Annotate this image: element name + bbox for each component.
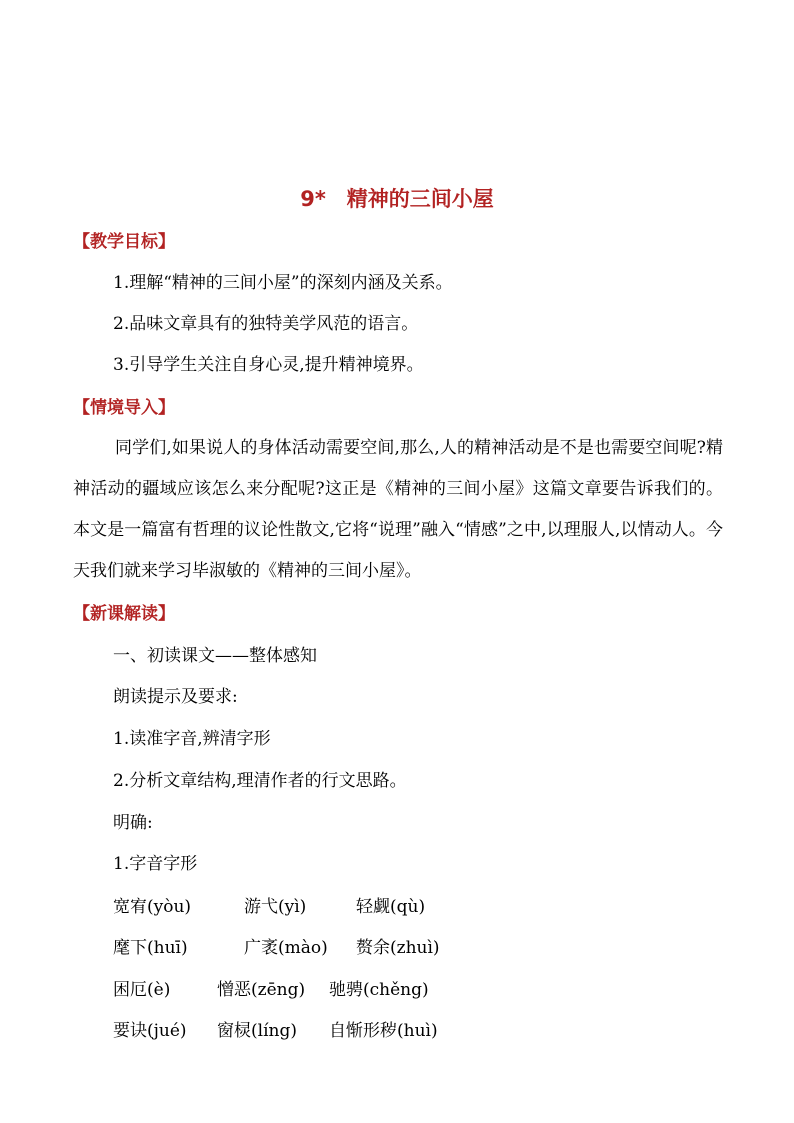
vocab-item: 憎恶(zēng) (217, 980, 306, 1000)
clarify-label: 明确: (113, 813, 153, 833)
vocab-item: 广袤(mào) (244, 938, 328, 958)
vocab-item: 游弋(yì) (244, 897, 307, 917)
vocab-item: 麾下(huī) (113, 938, 188, 958)
vocab-item: 驰骋(chěng) (329, 980, 429, 1000)
vocab-item: 要诀(jué) (113, 1021, 187, 1041)
section-heading-new-lesson: 【新课解读】 (73, 604, 175, 624)
requirement-item: 2.分析文章结构,理清作者的行文思路。 (113, 771, 407, 791)
page-title: 9* 精神的三间小屋 (300, 187, 494, 211)
objective-item: 2.品味文章具有的独特美学风范的语言。 (113, 314, 419, 334)
intro-paragraph: 同学们,如果说人的身体活动需要空间,那么,人的精神活动是不是也需要空间呢?精神活动的疆域应该怎么来分配呢?这正是《精神的三间小屋》这篇文章要告诉我们的。本文是一篇富有哲理的议论性散文,它将“说理”融入“情感”之中,以理服人,以情动人。今天我们就来学习毕淑敏的《精神的三间小屋》。 (73, 438, 723, 581)
vocab-item: 赘余(zhuì) (356, 938, 440, 958)
vocab-item: 轻觑(qù) (356, 897, 426, 917)
vocab-item: 自惭形秽(huì) (329, 1021, 438, 1041)
vocab-item: 窗棂(líng) (217, 1021, 297, 1041)
section-heading-intro: 【情境导入】 (73, 398, 175, 418)
objective-item: 1.理解“精神的三间小屋”的深刻内涵及关系。 (113, 273, 453, 293)
section-heading-objectives: 【教学目标】 (73, 232, 175, 252)
requirement-item: 1.读准字音,辨清字形 (113, 729, 271, 749)
pronunciation-heading: 1.字音字形 (113, 854, 198, 874)
objective-item: 3.引导学生关注自身心灵,提升精神境界。 (113, 355, 424, 375)
vocab-item: 困厄(è) (113, 980, 171, 1000)
vocab-item: 宽宥(yòu) (113, 897, 192, 917)
reading-tips: 朗读提示及要求: (113, 687, 238, 707)
lesson-part-title: 一、初读课文——整体感知 (113, 646, 317, 666)
